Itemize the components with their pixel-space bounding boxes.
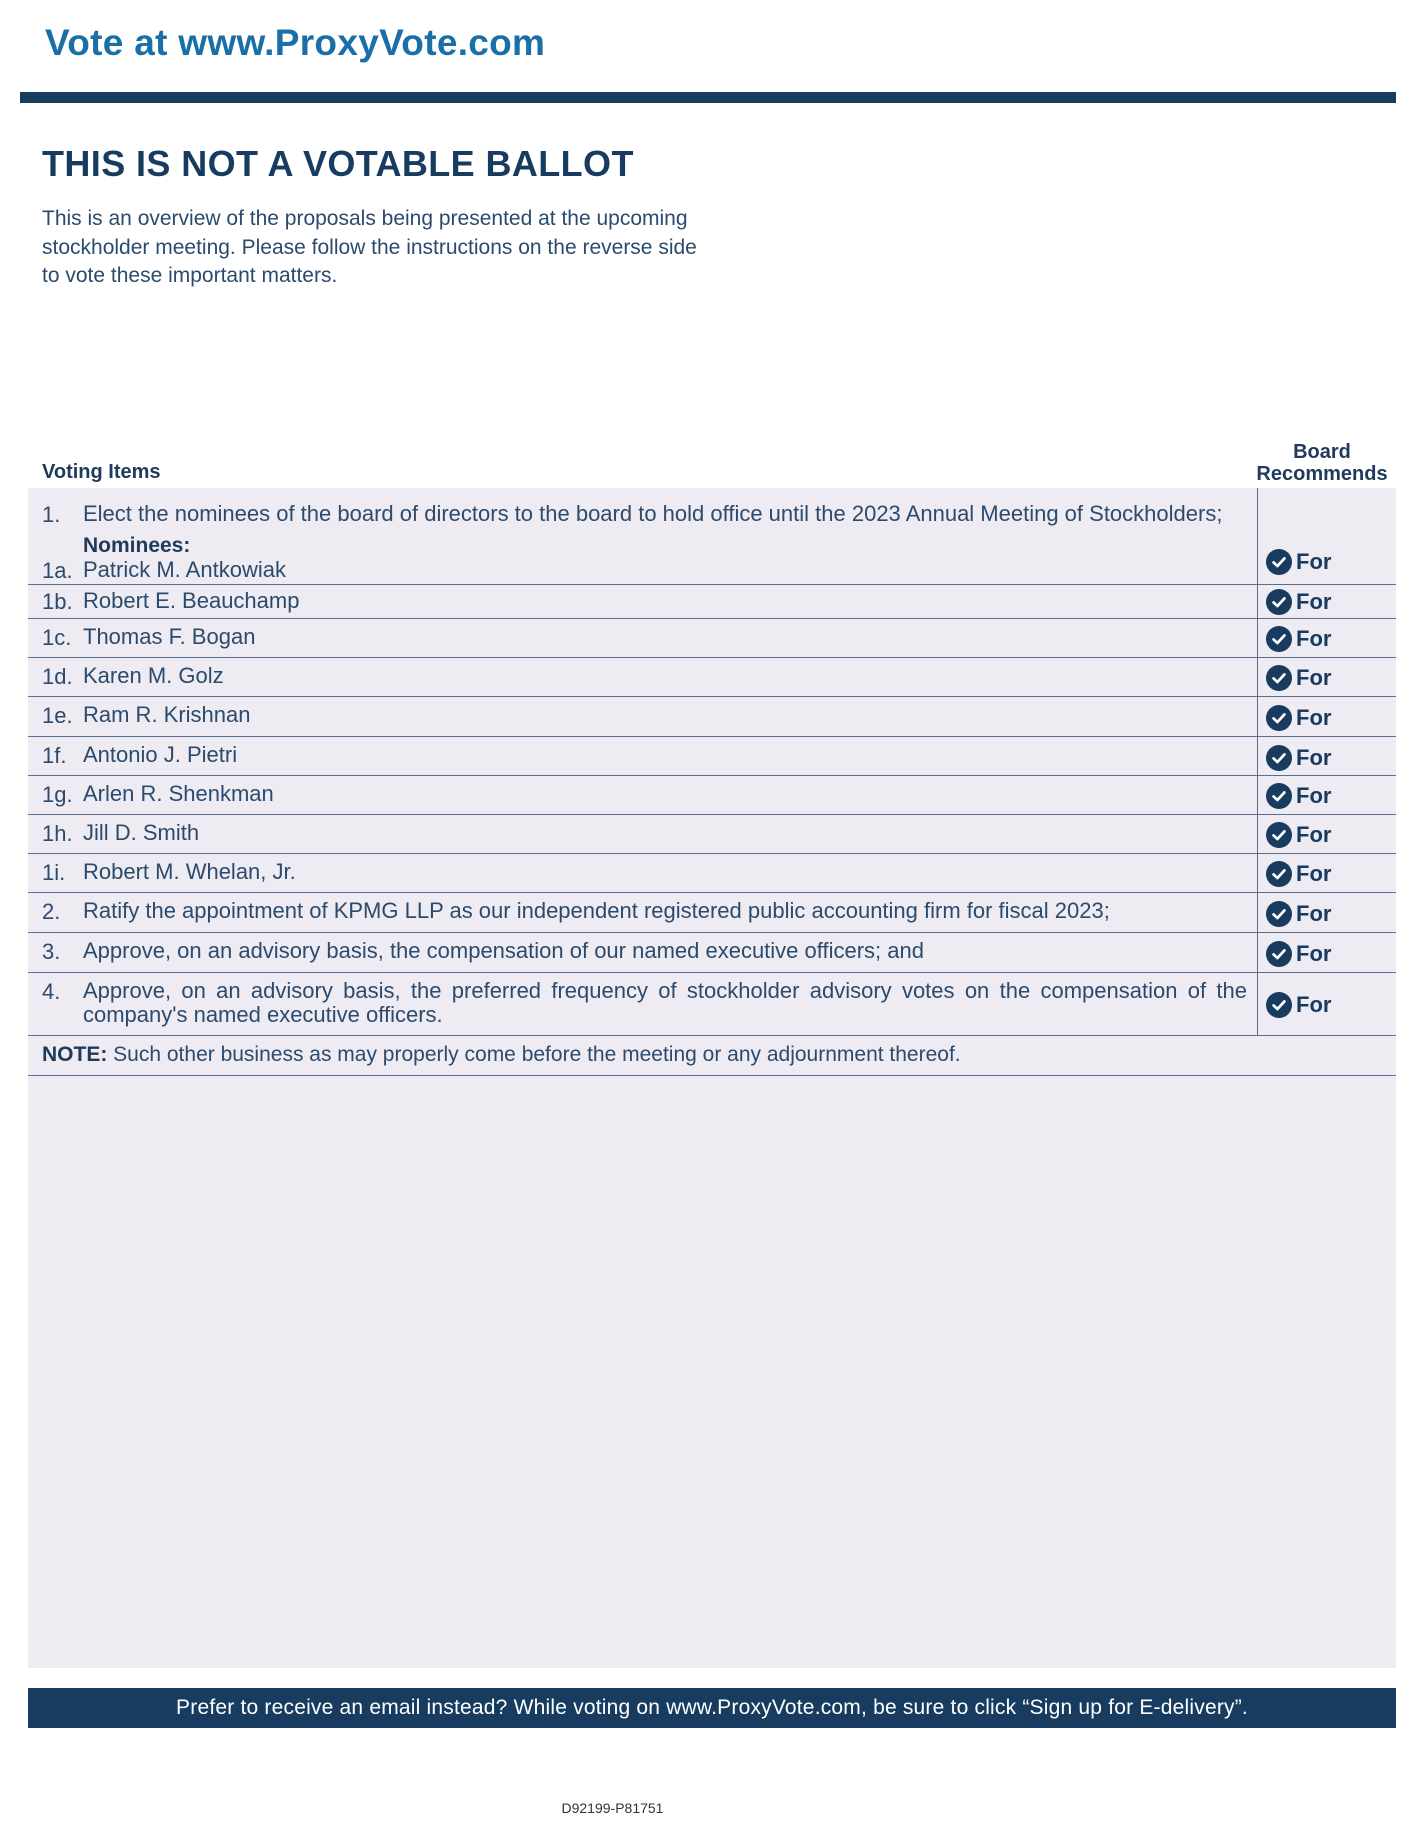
recommendation-label: For xyxy=(1296,665,1332,690)
recommendation-label: For xyxy=(1296,705,1332,730)
item-number: 1f. xyxy=(42,743,67,768)
recommendation-label: For xyxy=(1296,783,1332,808)
recommendation-label: For xyxy=(1296,745,1332,770)
item-text: Arlen R. Shenkman xyxy=(83,781,274,806)
check-circle-icon xyxy=(1266,745,1292,771)
recommendation xyxy=(1266,745,1331,771)
check-circle-icon xyxy=(1266,992,1292,1018)
table-row xyxy=(28,893,1396,933)
item-number: 4. xyxy=(42,979,61,1004)
item-number: 1. xyxy=(42,502,61,527)
recommendation xyxy=(1266,665,1331,691)
recommendation-label: For xyxy=(1296,626,1332,651)
column-header-line: Recommends xyxy=(1256,463,1388,485)
table-row xyxy=(28,737,1396,776)
e-delivery-banner: Prefer to receive an email instead? While voting on www.ProxyVote.com, be sure to click “Sign up for E-delivery”. xyxy=(28,1688,1396,1728)
table-row xyxy=(28,488,1396,585)
recommendation xyxy=(1266,783,1331,809)
header-rule xyxy=(20,92,1396,103)
check-circle-icon xyxy=(1266,822,1292,848)
item-text: Ratify the appointment of KPMG LLP as our independent registered public accounting firm for fiscal 2023; xyxy=(83,898,1110,923)
note-text xyxy=(42,1043,1386,1067)
item-number: 1d. xyxy=(42,664,73,689)
item-text: Antonio J. Pietri xyxy=(83,742,238,767)
item-number: 1h. xyxy=(42,821,73,846)
table-row xyxy=(28,973,1396,1036)
column-header-line: Board xyxy=(1293,441,1351,463)
item-text: Robert M. Whelan, Jr. xyxy=(83,859,296,884)
column-header-voting-items: Voting Items xyxy=(42,461,161,483)
recommendation xyxy=(1266,861,1331,887)
note-body: Such other business as may properly come before the meeting or any adjournment thereof. xyxy=(113,1043,961,1066)
document-code: D92199-P81751 xyxy=(561,1800,664,1816)
recommendation xyxy=(1266,992,1331,1018)
item-number: 3. xyxy=(42,939,61,964)
voting-items-table xyxy=(28,488,1396,1076)
recommendation xyxy=(1266,626,1331,652)
intro-paragraph: This is an overview of the proposals being presented at the upcoming stockholder meeting. Please follow the instructions on the reverse side to vote these important matters. xyxy=(42,207,697,287)
recommendation xyxy=(1266,549,1331,575)
check-circle-icon xyxy=(1266,861,1292,887)
note-label: NOTE: xyxy=(42,1043,108,1066)
table-row xyxy=(28,697,1396,737)
table-row xyxy=(28,619,1396,658)
check-circle-icon xyxy=(1266,901,1292,927)
item-number: 1b. xyxy=(42,589,73,614)
check-circle-icon xyxy=(1266,783,1292,809)
item-text: Thomas F. Bogan xyxy=(83,624,256,649)
note-row xyxy=(28,1036,1396,1076)
recommendation xyxy=(1266,901,1331,927)
check-circle-icon xyxy=(1266,626,1292,652)
item-text: Approve, on an advisory basis, the compensation of our named executive officers; and xyxy=(83,938,924,963)
item-text: Elect the nominees of the board of directors to the board to hold office until the 2023 Annual Meeting of Stockholders; xyxy=(83,501,1223,526)
recommendation-label: For xyxy=(1296,861,1332,886)
vote-url-heading: Vote at www.ProxyVote.com xyxy=(45,22,546,63)
recommendation-label: For xyxy=(1296,822,1332,847)
recommendation-label: For xyxy=(1296,992,1332,1017)
check-circle-icon xyxy=(1266,705,1292,731)
item-text: Approve, on an advisory basis, the preferred frequency of stockholder advisory votes on the compensation of the company's named executive officers. xyxy=(83,978,1247,1027)
item-text: Ram R. Krishnan xyxy=(83,702,251,727)
item-number: 1a. xyxy=(42,558,73,583)
table-row xyxy=(28,933,1396,973)
nominees-heading: Nominees: xyxy=(83,534,191,557)
item-number: 1c. xyxy=(42,625,72,650)
table-row xyxy=(28,585,1396,619)
recommendation xyxy=(1266,589,1331,615)
table-row xyxy=(28,854,1396,893)
recommendation xyxy=(1266,941,1331,967)
item-number: 1e. xyxy=(42,703,73,728)
check-circle-icon xyxy=(1266,549,1292,575)
table-row xyxy=(28,815,1396,854)
recommendation-label: For xyxy=(1296,901,1332,926)
item-text: Jill D. Smith xyxy=(83,820,200,845)
item-number: 2. xyxy=(42,899,61,924)
recommendation-label: For xyxy=(1296,589,1332,614)
recommendation-label: For xyxy=(1296,549,1332,574)
item-number: 1g. xyxy=(42,782,73,807)
table-row xyxy=(28,658,1396,697)
check-circle-icon xyxy=(1266,665,1292,691)
page-title: THIS IS NOT A VOTABLE BALLOT xyxy=(42,143,634,184)
recommendation-label: For xyxy=(1296,941,1332,966)
recommendation xyxy=(1266,705,1331,731)
check-circle-icon xyxy=(1266,589,1292,615)
column-header-board-recommends xyxy=(1247,441,1397,485)
item-text: Karen M. Golz xyxy=(83,663,224,688)
item-text: Robert E. Beauchamp xyxy=(83,588,300,613)
table-row xyxy=(28,776,1396,815)
recommendation xyxy=(1266,822,1331,848)
item-text: Patrick M. Antkowiak xyxy=(83,557,286,582)
item-number: 1i. xyxy=(42,860,66,885)
check-circle-icon xyxy=(1266,941,1292,967)
